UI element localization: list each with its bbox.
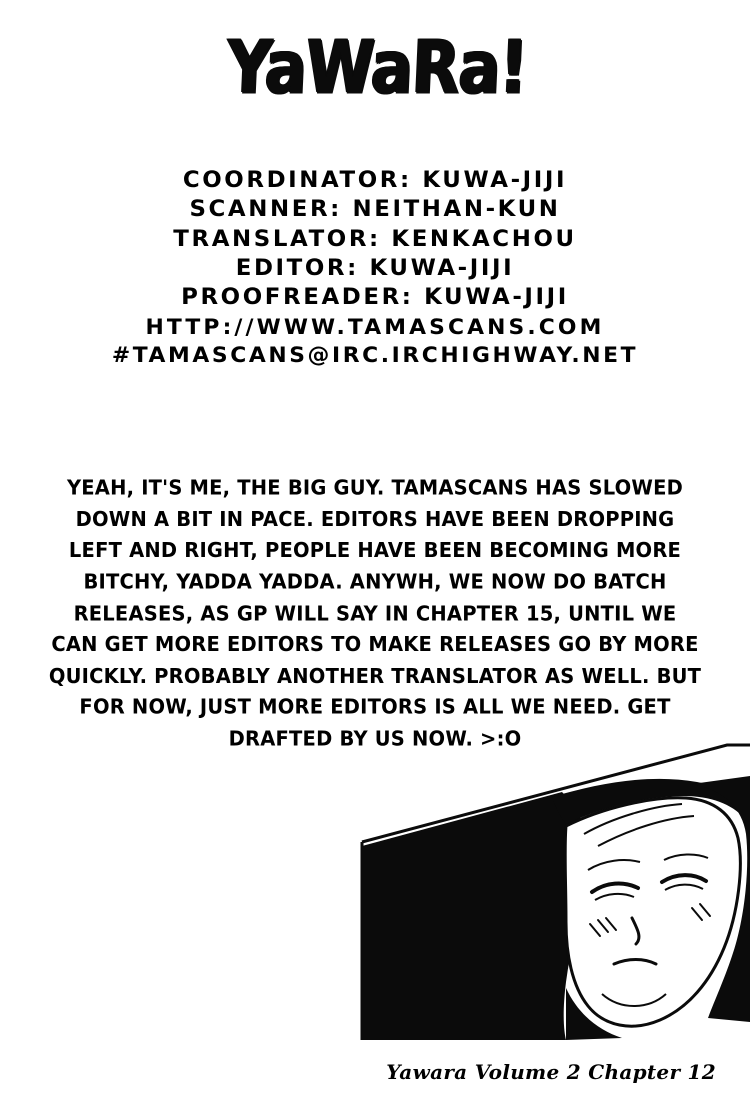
credit-website-url: HTTP://WWW.TAMASCANS.COM xyxy=(145,315,605,340)
series-logo xyxy=(0,23,750,110)
manga-panel-artwork xyxy=(352,742,750,1040)
manga-panel xyxy=(352,742,750,1040)
scanlation-note: YEAH, IT'S ME, THE BIG GUY. TAMASCANS HAS SLOWED DOWN A BIT IN PACE. EDITORS HAVE BEEN DROPPING LEFT AND RIGHT, PEOPLE HAVE BEEN BECOMING MORE BITCHY, YADDA YADDA. ANYWH, WE NOW DO BATCH RELEASES, AS GP WILL SAY IN CHAPTER 15, UNTIL WE CAN GET MORE EDITORS TO MAKE RELEASES GO BY MORE QUICKLY. PROBABLY ANOTHER TRANSLATOR AS WELL. BUT FOR NOW, JUST MORE EDITORS IS ALL WE NEED. GET DRAFTED BY US NOW. >:O xyxy=(48,475,702,751)
series-logo-text: YaWaRa! xyxy=(224,23,529,110)
credit-coordinator: COORDINATOR: KUWA-JIJI xyxy=(182,168,568,193)
credit-editor: EDITOR: KUWA-JIJI xyxy=(235,255,515,281)
credit-proofreader: PROOFREADER: KUWA-JIJI xyxy=(181,285,569,310)
credits-block xyxy=(0,166,750,370)
chapter-caption: Yawara Volume 2 Chapter 12 xyxy=(386,1060,716,1084)
credit-irc-channel: #TAMASCANS@IRC.IRCHIGHWAY.NET xyxy=(111,343,639,368)
credit-translator: TRANSLATOR: KENKACHOU xyxy=(173,226,577,252)
credit-scanner: SCANNER: NEITHAN-KUN xyxy=(189,197,561,223)
